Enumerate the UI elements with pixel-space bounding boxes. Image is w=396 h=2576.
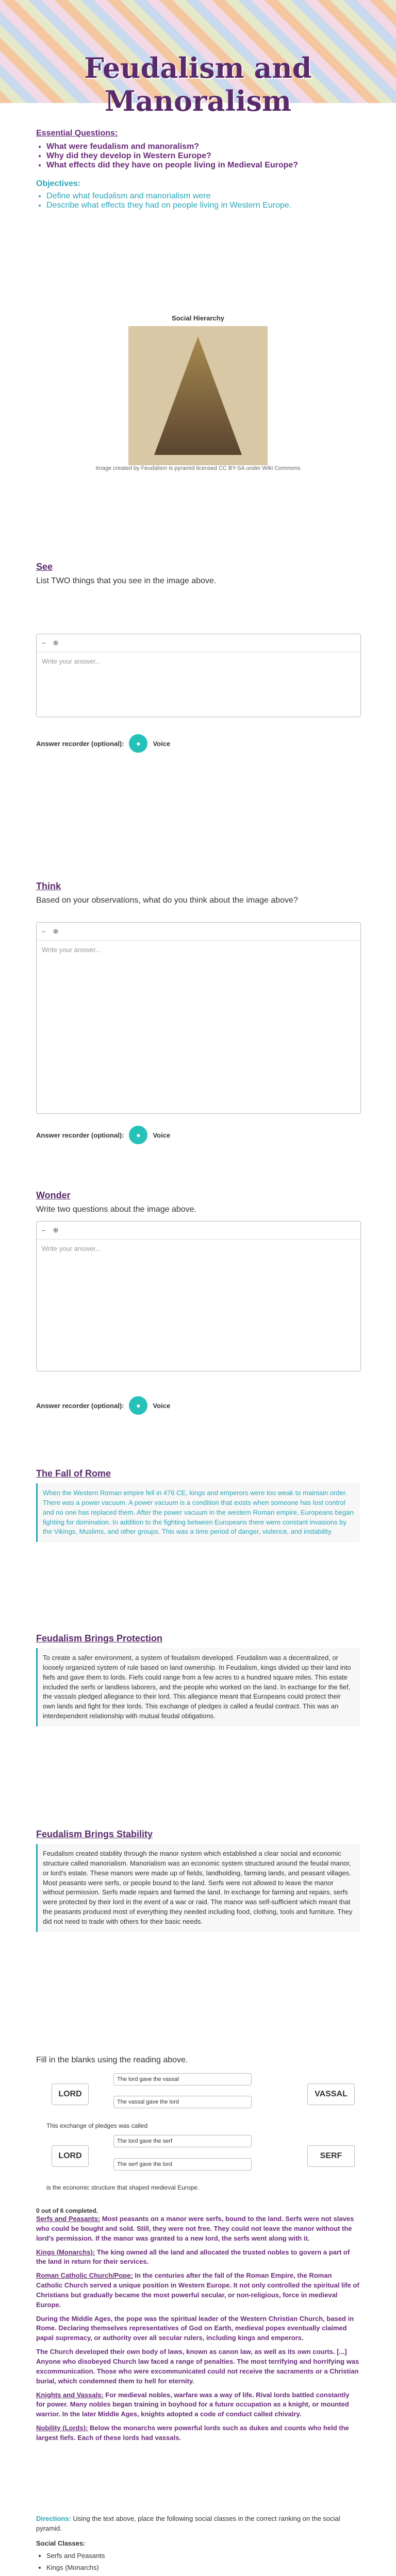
recorder-label: Answer recorder (optional):: [36, 1131, 124, 1139]
answer-recorder: [36, 1126, 360, 1144]
blank-vassal-gives-lord[interactable]: The vassal gave the lord: [113, 2096, 252, 2108]
vassal-box: VASSAL: [307, 2083, 355, 2105]
think-prompt: Based on your observations, what do you think about the image above?: [36, 896, 298, 905]
answer-placeholder: Write your answer...: [42, 1245, 101, 1252]
hierarchy-image: [128, 326, 268, 465]
objective-item: • Describe what effects they had on people living in Western Europe.: [46, 201, 360, 210]
stability-section: [36, 1829, 360, 1932]
essential-questions: [36, 129, 360, 210]
role-text: For medieval nobles, warfare was a way of life. Rival lords battled constantly for power. Many nobles began training in boyhood for a future occupation as a knight, or mounted warrior. In the later Middle Ages, knights adopted a code of conduct called chivalry.: [36, 2391, 350, 2418]
roles-section: [36, 2210, 360, 2447]
serf-box: SERF: [307, 2145, 355, 2167]
directions-text: Using the text above, place the following social classes in the correct ranking on the social pyramid.: [36, 2515, 340, 2532]
objectives-heading: Objectives:: [36, 179, 81, 188]
role-text: The Church developed their own body of laws, known as canon law, as well as its own courts. [...] Anyone who disobeyed Church law faced a range of penalties. The most terrifying and horrifying was excommunication. Those who were excommunicated could not receive the sacraments or a Christian burial, which condemned them to hell for eternity.: [36, 2348, 359, 2385]
wonder-section: [36, 1190, 360, 1214]
role-text: During the Middle Ages, the pope was the spiritual leader of the Western Christian Church, based in Rome. Declaring themselves representatives of God on Earth, medieval popes eventually claimed papal supremacy, or authority over all secular rulers, including kings and emperors.: [36, 2314, 354, 2342]
essential-item: • What effects did they have on people living in Medieval Europe?: [46, 161, 360, 170]
fall-text: When the Western Roman empire fell in 476 CE, kings and emperors were too weak to maintain order. There was a power vacuum. A power vacuum is a condition that exists when someone has lost control and no one has replaced them. After the power vacuum in the western Roman empire, Europeans began fighting for domination. In addition to the fighting between Europeans there were constant invasions by the Vikings, Muslims, and other groups. This was a time period of danger, violence, and instability.: [36, 1483, 360, 1542]
see-prompt: List TWO things that you see in the image above.: [36, 577, 217, 585]
think-heading: Think: [36, 881, 61, 891]
editor-toolbar: − ⊕: [37, 923, 360, 941]
think-answer-box[interactable]: [36, 922, 361, 1114]
blank-serf-gives-lord[interactable]: The serf gave the lord: [113, 2158, 252, 2171]
page-title: Feudalism and Manoralism: [84, 52, 312, 117]
essential-item: • What were feudalism and manoralism?: [46, 142, 360, 151]
answer-placeholder: Write your answer...: [42, 946, 101, 954]
voice-label: Voice: [153, 739, 171, 748]
recorder-label: Answer recorder (optional):: [36, 1401, 124, 1410]
stability-heading: Feudalism Brings Stability: [36, 1829, 153, 1839]
economy-text: is the economic structure that shaped medieval Europe.: [46, 2184, 200, 2191]
role-term: Nobility (Lords):: [36, 2424, 88, 2432]
blank-lord-gives-serf[interactable]: The lord gave the serf: [113, 2135, 252, 2147]
class-item[interactable]: • Serfs and Peasants: [46, 2551, 360, 2561]
classes-title: Social Classes:: [36, 2539, 86, 2547]
image-credit: Image created by Feudalism is pyramid licensed CC BY-SA under Wiki Commons: [95, 465, 301, 471]
class-item[interactable]: • Kings (Monarchs): [46, 2563, 360, 2573]
wonder-prompt: Write two questions about the image above.: [36, 1205, 196, 1214]
voice-label: Voice: [153, 1131, 171, 1139]
protection-heading: Feudalism Brings Protection: [36, 1633, 163, 1643]
role-term: Serfs and Peasants:: [36, 2215, 101, 2223]
stability-text: Feudalism created stability through the manor system which established a clear social and economic structure called manorialism. Manorialism was an economic system structured around the feudal manor, or lord's estate. These manors were made up of fields, landholding, farming lands, and peasant villages. Most peasants were serfs, or people bound to the land. Serfs were not allowed to leave the manor without permission. Serfs made repairs and farmed the land. In exchange for farming and repairs, serfs were protected by their lord in the event of a war or raid. The manor was self-sufficient which meant that the peasants produced most of everything they needed including food, clothing, tools and furniture. They did not need to trade with others for their basic needs.: [36, 1844, 360, 1932]
lord-box: LORD: [52, 2083, 89, 2105]
voice-button[interactable]: ●: [129, 1396, 147, 1415]
exchange-text: This exchange of pledges was called: [46, 2122, 148, 2129]
wonder-answer-box[interactable]: [36, 1221, 361, 1371]
see-heading: See: [36, 562, 53, 572]
protection-text: To create a safer environment, a system of feudalism developed. Feudalism was a decentralized, or loosely organized system of rule based on land ownership. In Feudalism, kings divided up their land into fiefs and gave them to lords. Fiefs could range from a few acres to a hundred square miles. This estate included the serfs or landless laborers, and the people who worked on the land. In exchange for the fief, the vassals pledged allegiance to their lord. This allegiance meant that Europeans could protect their own lands and fight for their lords. This exchange of pledges is called a feudal contract. This was an interdependent relationship with mutual feudal obligations.: [36, 1648, 360, 1726]
role-term: Knights and Vassals:: [36, 2391, 104, 2399]
recorder-label: Answer recorder (optional):: [36, 739, 124, 748]
role-text: The king owned all the land and allocated the trusted nobles to govern a part of the land in return for their services.: [36, 2248, 350, 2266]
editor-toolbar: − ⊕: [37, 634, 360, 652]
directions-section: [36, 2514, 360, 2576]
answer-recorder: [36, 1396, 360, 1415]
role-text: Most peasants on a manor were serfs, bound to the land. Serfs were not slaves who could be bought and sold. Still, they were not free. They could not leave the manor without the lord's permission. If the manor was granted to a new lord, the serfs went along with it.: [36, 2215, 354, 2242]
header-banner: [0, 0, 396, 117]
editor-toolbar: − ⊕: [37, 1222, 360, 1240]
fall-of-rome-section: [36, 1468, 360, 1542]
fill-blanks-section: [36, 2056, 360, 2228]
fall-heading: The Fall of Rome: [36, 1468, 111, 1479]
role-term: Roman Catholic Church/Pope:: [36, 2272, 133, 2280]
think-section: [36, 881, 360, 905]
lord-box: LORD: [52, 2145, 89, 2167]
essential-heading: Essential Questions:: [36, 129, 118, 138]
social-hierarchy-figure: [36, 314, 360, 484]
essential-item: • Why did they develop in Western Europe?: [46, 151, 360, 161]
role-text: In the centuries after the fall of the Roman Empire, the Roman Catholic Church served a unique position in Western Europe. It not only controlled the spiritual life of Christians but gradually became the most powerful secular, or non-religious, force in medieval Europe.: [36, 2272, 359, 2309]
voice-button[interactable]: ●: [129, 1126, 147, 1144]
voice-button[interactable]: ●: [129, 734, 147, 753]
role-term: Kings (Monarchs):: [36, 2248, 95, 2256]
answer-recorder: [36, 734, 360, 753]
fill-intro: Fill in the blanks using the reading above.: [36, 2056, 188, 2064]
answer-placeholder: Write your answer...: [42, 657, 101, 665]
image-title: Social Hierarchy: [172, 314, 224, 322]
see-section: [36, 562, 360, 586]
blank-lord-gives-vassal[interactable]: The lord gave the vassal: [113, 2073, 252, 2086]
directions-label: Directions:: [36, 2515, 71, 2522]
protection-section: [36, 1633, 360, 1726]
wonder-heading: Wonder: [36, 1190, 71, 1200]
objective-item: • Define what feudalism and manorialism were: [46, 192, 360, 201]
role-text: Below the monarchs were powerful lords such as dukes and counts who held the largest fiefs. Each of these lords had vassals.: [36, 2424, 349, 2442]
see-answer-box[interactable]: [36, 634, 361, 717]
fill-progress: 0 out of 6 completed.: [36, 2207, 98, 2214]
voice-label: Voice: [153, 1401, 171, 1410]
